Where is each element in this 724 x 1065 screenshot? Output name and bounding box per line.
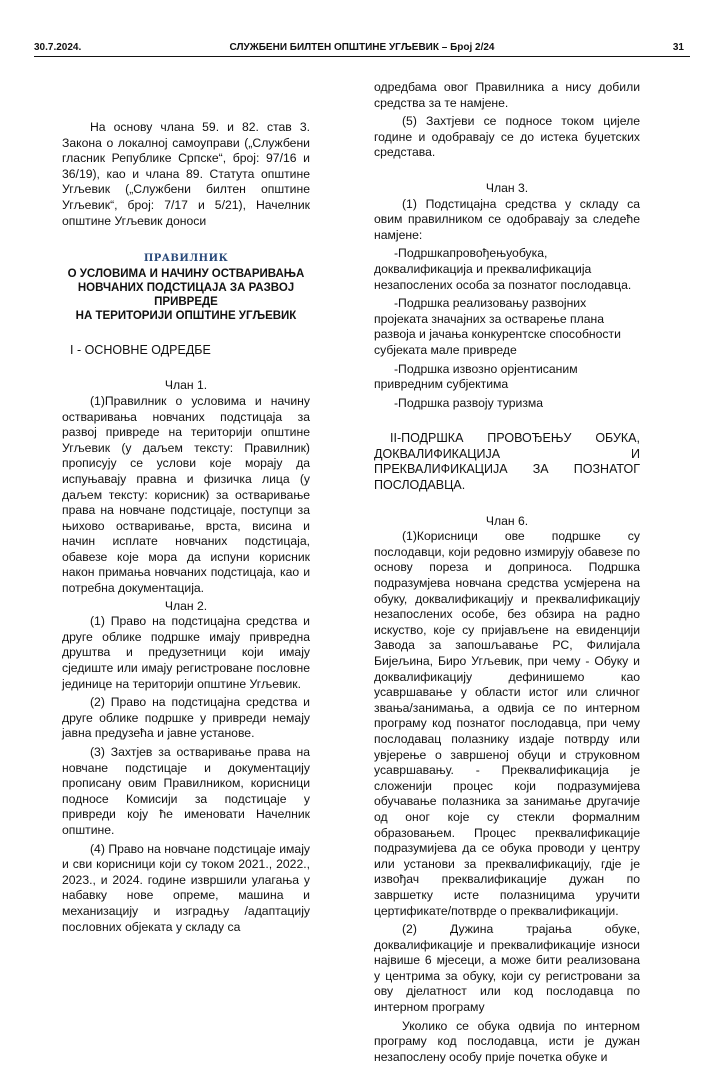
document-subtitle-line: НА ТЕРИТОРИЈИ ОПШТИНЕ УГЉЕВИК: [75, 309, 297, 322]
article-heading-1: Члан 1.: [164, 378, 208, 393]
article-2-paragraph-5: (5) Захтјеви се подносе током цијеле године и одобравају се до истека буџетских средстава.: [374, 114, 640, 160]
document-title: ПРАВИЛНИК: [143, 253, 229, 265]
page-number: 31: [672, 42, 684, 53]
section-heading-2: [374, 431, 640, 493]
header-title: СЛУЖБЕНИ БИЛТЕН ОПШТИНЕ УГЉЕВИК – Број 2/24: [229, 42, 495, 53]
article-2-paragraph: (3) Захтјев за остваривање права на новчане подстицаје и документацију прописану овим Правилником, корисници подносе Комисији за подстицаје у привреди коју ће именовати Начелник општине.: [62, 745, 310, 837]
left-column: [62, 120, 310, 935]
section-heading-2-text: II-ПОДРШКА ПРОВОЂЕЊУ ОБУКА, ДОКВАЛИФИКАЦИЈА И ПРЕКВАЛИФИКАЦИЈА ЗА ПОЗНАТОГ ПОСЛОДАВЦА.: [374, 431, 640, 493]
document-subtitle-line: О УСЛОВИМА И НАЧИНУ ОСТВАРИВАЊА: [67, 267, 305, 280]
article-heading-3: Члан 3.: [485, 180, 529, 195]
article-heading-6: Члан 6.: [485, 513, 529, 528]
right-column: [374, 80, 640, 1065]
article-heading-2: Члан 2.: [164, 598, 208, 613]
article-2-paragraph: (4) Право на новчане подстицаје имају и сви корисници који су током 2021., 2022., 2023., и 2024. године извршили улагања у набавку нове опреме, машина и механизацију и изградњу /адаптацију пословних објеката у складу са: [62, 841, 310, 934]
purpose-list-item: -Подршка извозно орјентисаним привредним субјектима: [374, 361, 578, 392]
purpose-list-item: -Подршкапровођењуобука, доквалификација и преквалификација незапослених особа за познатог послодавца.: [374, 246, 632, 292]
document-subtitle-line: НОВЧАНИХ ПОДСТИЦАЈА ЗА РАЗВОЈ ПРИВРЕДЕ: [77, 281, 295, 308]
article-6-paragraph: Уколико се обука одвија по интерном програму код послодавца, исти је дужан незапослену особу прије почетка обуке и: [374, 1018, 640, 1064]
section-heading-1: I - ОСНОВНЕ ОДРЕДБЕ: [70, 342, 211, 357]
article-6-paragraph: (2) Дужина трајања обуке, доквалификације и преквалификације износи највише 6 мјесеци, а може бити реализована у центрима за обуку, који су регистровани за ову дјелатност или код послодавца по интерном програму: [374, 922, 640, 1015]
continuation-paragraph: одредбама овог Правилника а нису добили средства за те намјене.: [374, 80, 640, 110]
article-1-paragraph: (1)Правилник о условима и начину остваривања новчаних подстицаја за развој привреде на територији општине Угљевик (у даљем тексту: Правилник) прописују се услови које морају да испуњавају правна и физичка лица (у даљем тексту: корисник) за остваривање права на новчане подстицаје, поступци за њихово остваривање, врста, висина и начин исплате новчаних подстицаја, обавезе које мора да испуни корисник након примања новчаних подстицаја, као и потребна документација.: [62, 393, 310, 596]
purpose-list-item: -Подршка реализовању развојних пројеката значајних за остварење плана развоја и јачања конкурентске способности субјеката мале привреде: [374, 296, 621, 357]
article-2-paragraph: (2) Право на подстицајна средства и друге облике подршке у привреди немају јавна предузећа и јавне установе.: [62, 695, 310, 741]
article-2-paragraph: (1) Право на подстицајна средства и друге облике подршке имају привредна друштва и предузетници који имају сједиште или имају регистроване пословне јединице на територији општине Угљевик.: [62, 614, 310, 691]
page-header: [34, 40, 690, 57]
header-date: 30.7.2024.: [34, 42, 82, 53]
article-3-intro: (1) Подстицајна средства у складу са овим правилником се одобравају за следеће намјене:: [374, 196, 640, 242]
purpose-list-item: -Подршка развоју туризма: [394, 395, 544, 410]
preamble: На основу члана 59. и 82. став 3. Закона о локалној самоуправи („Службени гласник Републике Српске“, број: 97/16 и 36/19), као и члана 89. Статута општине Угљевик („Службени билтен општине Угљевик“, број: 7/17 и 5/21), Начелник општине Угљевик доноси: [62, 120, 310, 228]
article-6-paragraph: (1)Корисници ове подршке су послодавци, који редовно измирују обавезе по основу пореза и доприноса. Подршка подразумјева новчана средства усмјерена на обуку, доквалификацију и преквалификацију незапослених особе, без обзира на радно искуство, које су пријављене на евиденцији Завода за запошљавање РС, Филијала Бијељина, Биро Угљевик, при чему - Обуку и доквалификацију дефинишемо као усавршавање у области истог или сличног звања/занимања, а одвија се по интерном програму код познатог послодавца, при чему послодавац полазнику издаје потврду или увјерење о завршеној обуци и струковном усавршавању. - Преквалификација је сложенији процес који подразумијева обучавање полазника за занимање другачије од оног које су стекли формалним образовањем. Процес преквалификације подразумијева да се обука проводи у центру или установи за преквалификацију, гдје је извођач преквалификације дужан по завршетку исте полазницима уручити цертификате/потврде о преквалификацији.: [374, 529, 640, 918]
